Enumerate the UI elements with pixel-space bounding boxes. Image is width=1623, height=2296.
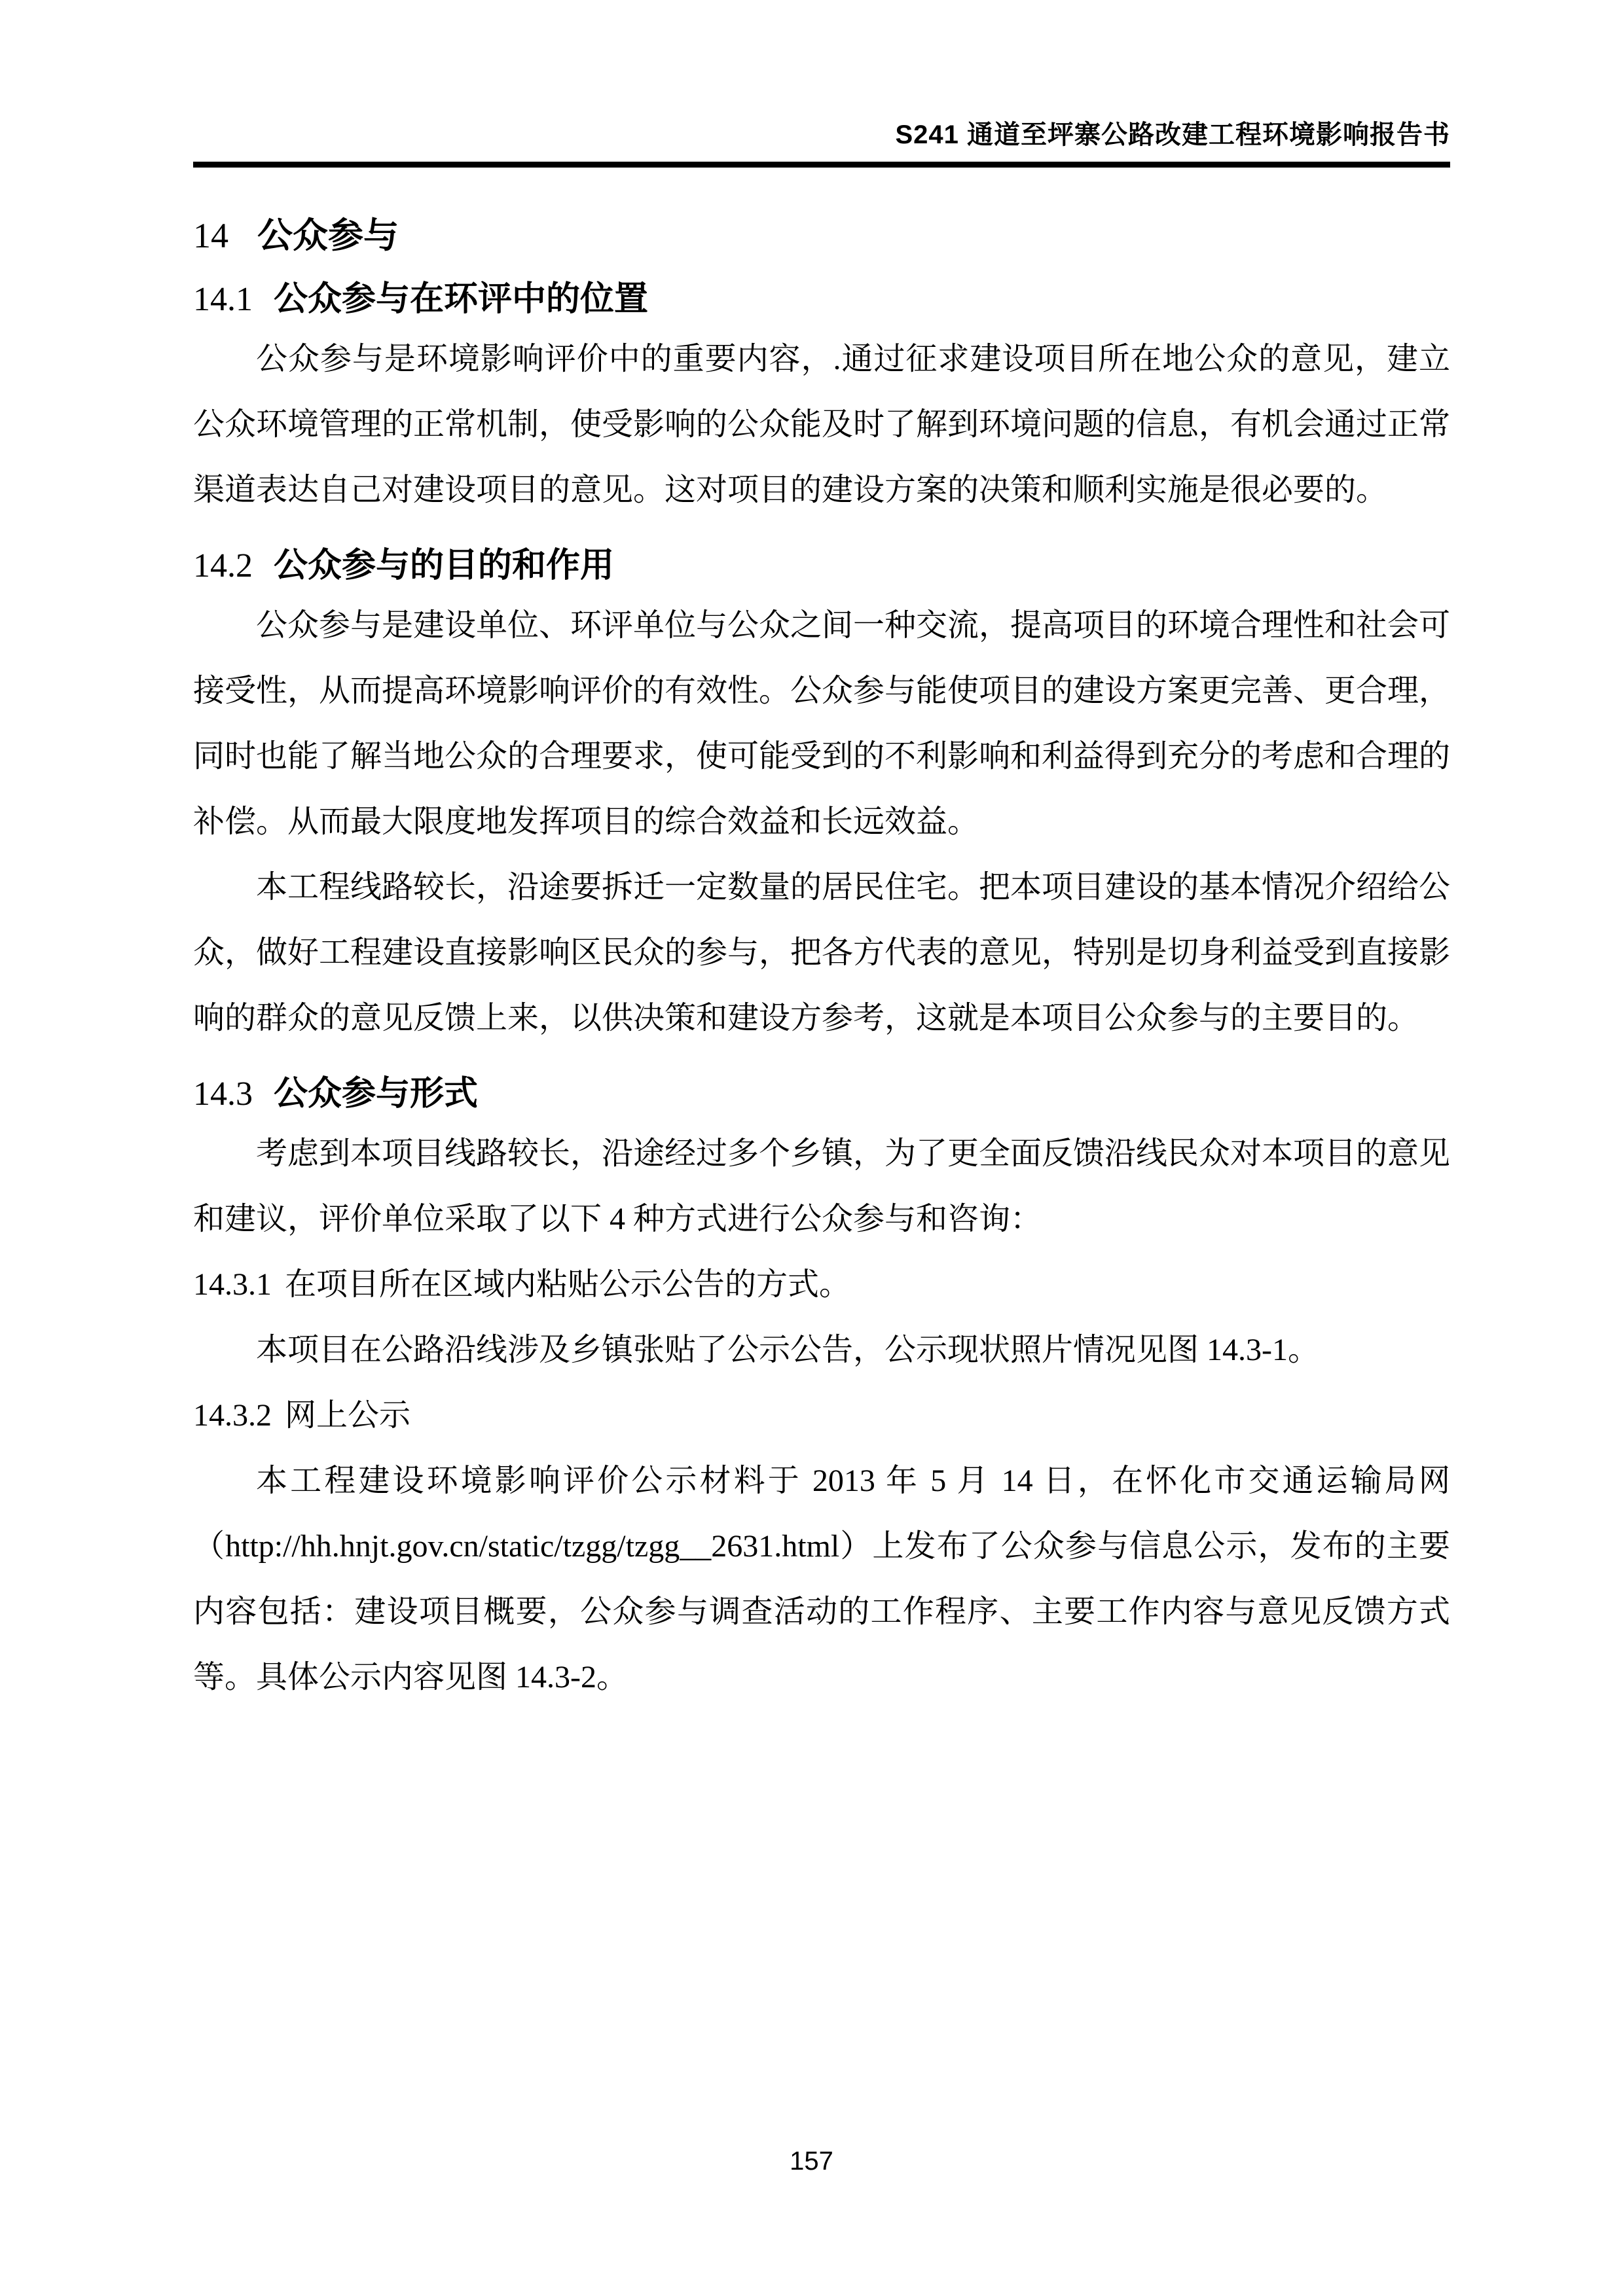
running-header-title: S241 通道至坪寨公路改建工程环境影响报告书 (895, 120, 1450, 149)
section-number-14-1: 14.1 (193, 281, 253, 318)
chapter-title: 公众参与 (257, 216, 399, 255)
page-number: 157 (790, 2147, 833, 2176)
chapter-number: 14 (193, 216, 228, 255)
paragraph-14-2-1: 公众参与是建设单位、环评单位与公众之间一种交流，提高项目的环境合理性和社会可接受性，从而提高环境影响评价的有效性。公众参与能使项目的建设方案更完善、更合理，同时也能了解当地公众的合理要求，使可能受到的不利影响和利益得到充分的考虑和合理的补偿。从而最大限度地发挥项目的综合效益和长远效益。 (193, 608, 1451, 839)
chapter-heading (193, 215, 1450, 257)
paragraph-14-3-2-1: 本工程建设环境影响评价公示材料于 2013 年 5 月 14 日，在怀化市交通运输局网（http://hh.hnjt.gov.cn/static/tzgg/tzgg__2631.html）上发布了公众参与信息公示，发布的主要内容包括：建设项目概要，公众参与调查活动的工作程序、主要工作内容与意见反馈方式等。具体公示内容见图 14.3-2。 (193, 1463, 1450, 1695)
section-heading-14-3 (193, 1073, 1450, 1115)
subsection-heading-14-3-1 (193, 1252, 1450, 1318)
document-body (193, 168, 1450, 1710)
subsection-title-14-3-2: 网上公示 (285, 1398, 411, 1433)
paragraph-14-1-1: 公众参与是环境影响评价中的重要内容，.通过征求建设项目所在地公众的意见，建立公众环境管理的正常机制，使受影响的公众能及时了解到环境问题的信息，有机会通过正常渠道表达自己对建设项目的意见。这对项目的建设方案的决策和顺利实施是很必要的。 (193, 342, 1451, 507)
section-title-14-1: 公众参与在环评中的位置 (274, 280, 649, 318)
section-number-14-3: 14.3 (193, 1075, 253, 1113)
section-number-14-2: 14.2 (193, 547, 253, 584)
section-title-14-2: 公众参与的目的和作用 (274, 547, 615, 584)
header-rule (193, 162, 1450, 168)
paragraph-14-3-1: 考虑到本项目线路较长，沿途经过多个乡镇，为了更全面反馈沿线民众对本项目的意见和建议，评价单位采取了以下 4 种方式进行公众参与和咨询： (193, 1136, 1451, 1236)
section-heading-14-1 (193, 279, 1450, 320)
paragraph-14-2-2: 本工程线路较长，沿途要拆迁一定数量的居民住宅。把本项目建设的基本情况介绍给公众，做好工程建设直接影响区民众的参与，把各方代表的意见，特别是切身利益受到直接影响的群众的意见反馈上来，以供决策和建设方参考，这就是本项目公众参与的主要目的。 (193, 870, 1451, 1035)
subsection-title-14-3-1: 在项目所在区域内粘贴公示公告的方式。 (285, 1267, 851, 1302)
section-heading-14-2 (193, 545, 1450, 586)
section-title-14-3: 公众参与形式 (274, 1075, 479, 1113)
subsection-number-14-3-1: 14.3.1 (193, 1267, 272, 1302)
subsection-heading-14-3-2 (193, 1383, 1450, 1448)
subsection-number-14-3-2: 14.3.2 (193, 1398, 272, 1433)
paragraph-14-3-1-1: 本项目在公路沿线涉及乡镇张贴了公示公告，公示现状照片情况见图 14.3-1。 (256, 1333, 1319, 1367)
